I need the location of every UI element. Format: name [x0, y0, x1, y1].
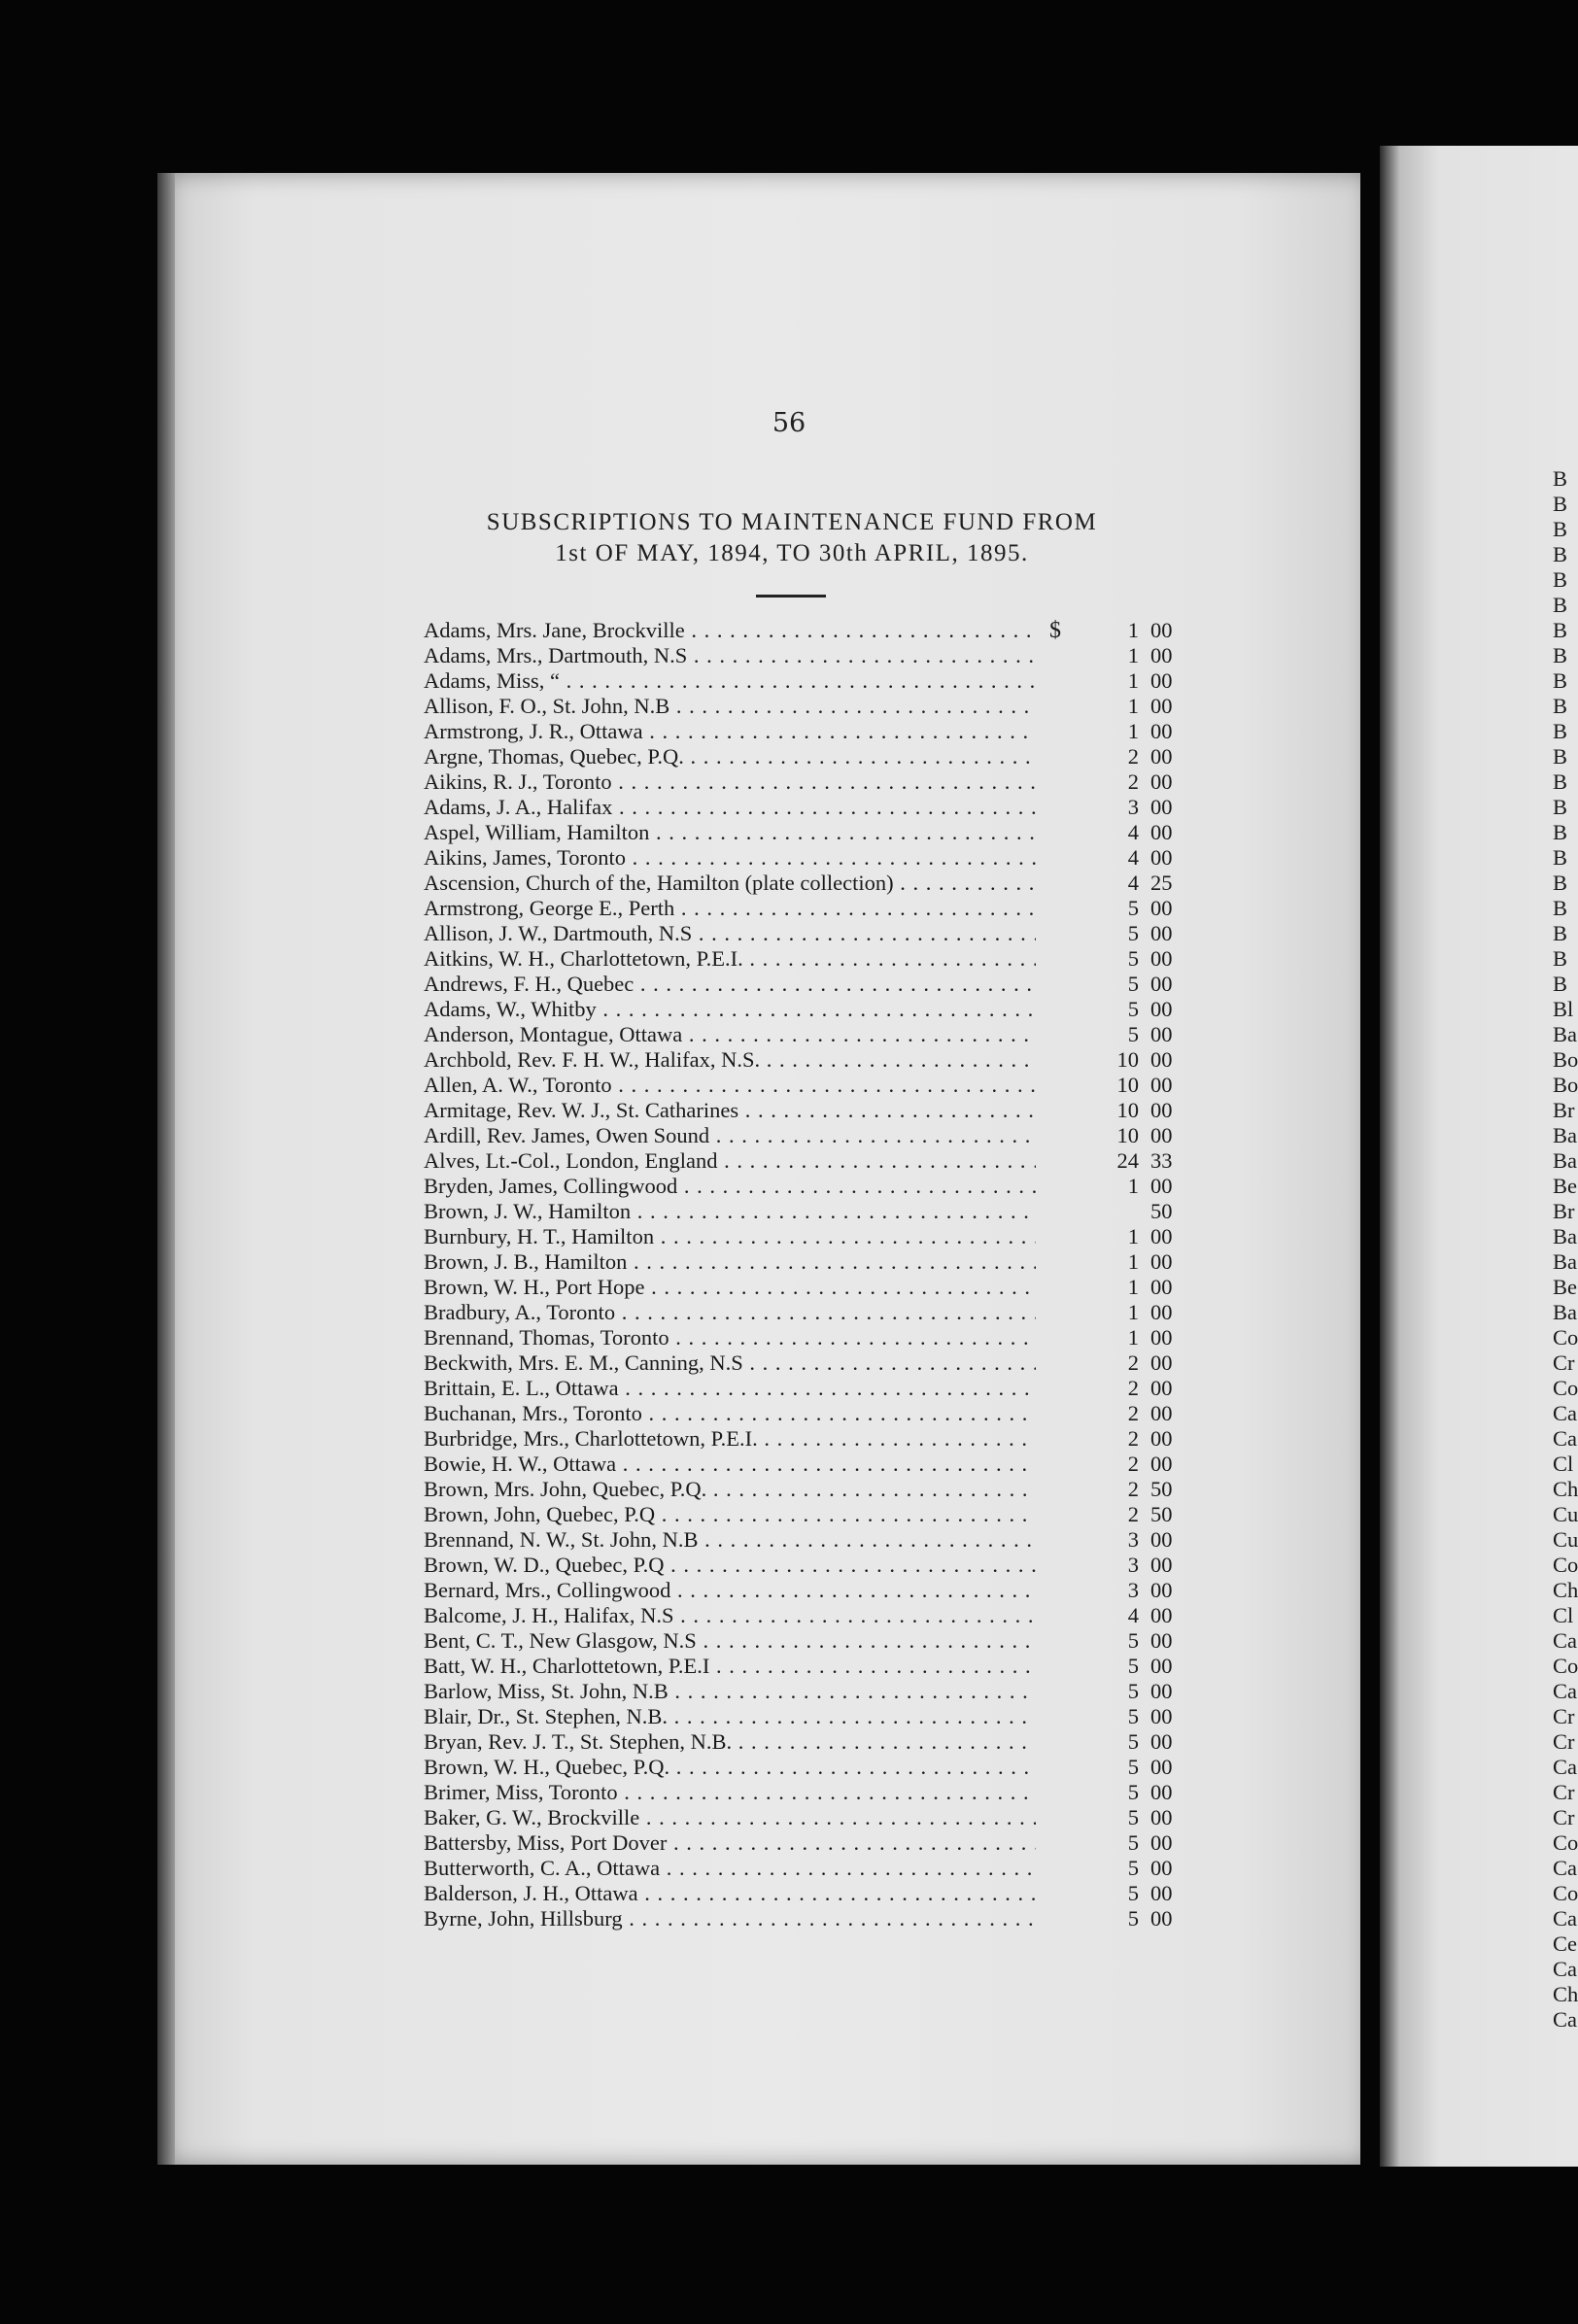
facing-page-fragment: B [1553, 795, 1568, 819]
amount-dollars: 1 [1127, 1325, 1139, 1350]
amount-cents: 00 [1150, 820, 1173, 844]
amount-dollars: 5 [1127, 972, 1139, 996]
facing-page-fragment: B [1553, 542, 1568, 566]
subscriber-name: Byrne, John, Hillsburg . . . [424, 1906, 1036, 1931]
subscriber-name: Burnbury, H. T., Hamilton . . . [424, 1224, 1036, 1249]
amount-dollars: 1 [1127, 1174, 1139, 1198]
subscriber-name: Adams, Mrs. Jane, Brockville . . . [424, 618, 1036, 643]
facing-page-fragment: Ca [1553, 1628, 1577, 1653]
list-item [424, 1755, 1191, 1780]
list-item [424, 820, 1191, 845]
list-item [424, 1148, 1191, 1174]
amount-cents: 50 [1150, 1199, 1173, 1223]
subscriber-name: Brown, J. B., Hamilton . . . [424, 1249, 1036, 1275]
list-item [424, 1073, 1191, 1098]
amount-cents: 00 [1150, 1123, 1173, 1147]
facing-page-fragment: B [1553, 921, 1568, 945]
facing-page-fragment: Bo [1553, 1073, 1578, 1097]
amount-dollars: 2 [1127, 744, 1139, 769]
facing-page-fragment: Bo [1553, 1047, 1578, 1072]
amount-dollars: 5 [1127, 1022, 1139, 1046]
amount-dollars: 10 [1116, 1098, 1139, 1122]
subscriber-name: Argne, Thomas, Quebec, P.Q. . . . [424, 744, 1036, 769]
facing-page-fragment: Ba [1553, 1249, 1577, 1274]
facing-page-fragment: Ba [1553, 1022, 1577, 1046]
list-item [424, 744, 1191, 769]
amount-cents: 00 [1150, 719, 1173, 743]
subscriber-name: Allison, J. W., Dartmouth, N.S . . . [424, 921, 1036, 946]
list-item [424, 1325, 1191, 1350]
amount-dollars: 5 [1127, 1704, 1139, 1728]
facing-page-column [1553, 466, 1578, 2033]
subscriber-name: Bryan, Rev. J. T., St. Stephen, N.B. . . . [424, 1729, 1036, 1755]
list-item [424, 1401, 1191, 1426]
subscriber-name: Bryden, James, Collingwood . . . [424, 1174, 1036, 1199]
list-item [424, 1022, 1191, 1047]
amount-cents: 00 [1150, 643, 1173, 667]
amount-cents: 00 [1150, 1275, 1173, 1299]
amount-cents: 00 [1150, 1805, 1173, 1829]
subscriber-name: Armstrong, George E., Perth . . . [424, 896, 1036, 921]
right-page [1380, 146, 1578, 2167]
amount-cents: 00 [1150, 1628, 1173, 1653]
facing-page-fragment: Ba [1553, 1224, 1577, 1248]
amount-cents: 00 [1150, 1704, 1173, 1728]
list-item [424, 1527, 1191, 1553]
subscriber-name: Adams, Mrs., Dartmouth, N.S . . . [424, 643, 1036, 668]
amount-cents: 00 [1150, 1654, 1173, 1678]
amount-dollars: 1 [1127, 719, 1139, 743]
facing-page-fragment: Ca [1553, 1755, 1577, 1779]
facing-page-fragment: B [1553, 466, 1568, 491]
title-line-2: 1st OF MAY, 1894, TO 30th APRIL, 1895. [555, 540, 1029, 566]
amount-cents: 00 [1150, 1780, 1173, 1804]
amount-dollars: 2 [1127, 1376, 1139, 1400]
list-item [424, 694, 1191, 719]
amount-dollars: 10 [1116, 1123, 1139, 1147]
facing-page-fragment: B [1553, 719, 1568, 743]
amount-cents: 50 [1150, 1502, 1173, 1526]
subscriber-name: Barlow, Miss, St. John, N.B . . . [424, 1679, 1036, 1704]
facing-page-fragment: Cl [1553, 1603, 1574, 1627]
subscriber-name: Burbridge, Mrs., Charlottetown, P.E.I. . . . [424, 1426, 1036, 1452]
facing-page-fragment: B [1553, 517, 1568, 541]
facing-page-fragment: Ba [1553, 1300, 1577, 1324]
subscriber-name: Bradbury, A., Toronto . . . [424, 1300, 1036, 1325]
amount-cents: 00 [1150, 744, 1173, 769]
facing-page-fragment: Ca [1553, 1426, 1577, 1451]
facing-page-fragment: B [1553, 946, 1568, 971]
list-item [424, 921, 1191, 946]
facing-page-fragment: B [1553, 643, 1568, 667]
amount-cents: 00 [1150, 1300, 1173, 1324]
list-item [424, 1502, 1191, 1527]
amount-cents: 00 [1150, 972, 1173, 996]
facing-page-fragment: Cl [1553, 1452, 1574, 1476]
list-item [424, 719, 1191, 744]
list-item [424, 769, 1191, 795]
facing-page-fragment: B [1553, 820, 1568, 844]
amount-dollars: 24 [1116, 1148, 1139, 1173]
list-item [424, 1174, 1191, 1199]
amount-cents: 00 [1150, 946, 1173, 971]
amount-dollars: 5 [1127, 1679, 1139, 1703]
amount-dollars: 5 [1127, 1906, 1139, 1931]
subscriber-name: Bent, C. T., New Glasgow, N.S . . . [424, 1628, 1036, 1654]
amount-dollars: 1 [1127, 1224, 1139, 1248]
amount-cents: 00 [1150, 1022, 1173, 1046]
amount-cents: 00 [1150, 1376, 1173, 1400]
amount-dollars: 3 [1127, 1578, 1139, 1602]
subscriber-name: Andrews, F. H., Quebec . . . [424, 972, 1036, 997]
amount-dollars: 4 [1127, 820, 1139, 844]
list-item [424, 1224, 1191, 1249]
facing-page-fragment: Br [1553, 1098, 1575, 1122]
list-item [424, 1199, 1191, 1224]
list-item [424, 1805, 1191, 1830]
list-item [424, 1452, 1191, 1477]
facing-page-fragment: B [1553, 567, 1568, 592]
amount-dollars: 1 [1127, 1300, 1139, 1324]
subscriber-name: Balcome, J. H., Halifax, N.S . . . [424, 1603, 1036, 1628]
list-item [424, 946, 1191, 972]
list-item [424, 997, 1191, 1022]
facing-page-fragment: Ca [1553, 2007, 1577, 2032]
list-item [424, 618, 1191, 643]
facing-page-fragment: B [1553, 896, 1568, 920]
subscriber-name: Brown, John, Quebec, P.Q . . . [424, 1502, 1036, 1527]
list-item [424, 1603, 1191, 1628]
amount-dollars: 5 [1127, 1755, 1139, 1779]
amount-cents: 00 [1150, 896, 1173, 920]
amount-cents: 00 [1150, 1679, 1173, 1703]
facing-page-fragment: B [1553, 668, 1568, 693]
list-item [424, 1098, 1191, 1123]
amount-dollars: 2 [1127, 1502, 1139, 1526]
amount-cents: 00 [1150, 1830, 1173, 1855]
amount-cents: 00 [1150, 1098, 1173, 1122]
subscriber-name: Brown, J. W., Hamilton . . . [424, 1199, 1036, 1224]
subscriber-name: Armitage, Rev. W. J., St. Catharines . . . [424, 1098, 1036, 1123]
list-item [424, 643, 1191, 668]
title-divider [756, 595, 826, 598]
facing-page-fragment: B [1553, 492, 1568, 516]
list-item [424, 1047, 1191, 1073]
amount-dollars: 1 [1127, 1275, 1139, 1299]
facing-page-fragment: B [1553, 618, 1568, 642]
list-item [424, 871, 1191, 896]
facing-page-fragment: Cr [1553, 1729, 1575, 1754]
facing-page-fragment: Cr [1553, 1350, 1575, 1375]
facing-page-fragment: Cu [1553, 1502, 1578, 1526]
facing-page-fragment: Co [1553, 1325, 1578, 1350]
subscriber-name: Battersby, Miss, Port Dover . . . [424, 1830, 1036, 1856]
subscriber-name: Brown, Mrs. John, Quebec, P.Q. . . . [424, 1477, 1036, 1502]
currency-symbol: $ [1049, 618, 1061, 643]
facing-page-fragment: Cr [1553, 1805, 1575, 1829]
amount-dollars: 5 [1127, 997, 1139, 1021]
amount-dollars: 5 [1127, 946, 1139, 971]
list-item [424, 896, 1191, 921]
amount-cents: 00 [1150, 1729, 1173, 1754]
amount-cents: 00 [1150, 769, 1173, 794]
amount-dollars: 10 [1116, 1073, 1139, 1097]
amount-dollars: 3 [1127, 1553, 1139, 1577]
subscriber-name: Ardill, Rev. James, Owen Sound . . . [424, 1123, 1036, 1148]
amount-cents: 00 [1150, 1881, 1173, 1905]
subscriber-name: Bernard, Mrs., Collingwood . . . [424, 1578, 1036, 1603]
facing-page-fragment: Co [1553, 1654, 1578, 1678]
subscriber-name: Brown, W. H., Quebec, P.Q. . . . [424, 1755, 1036, 1780]
amount-cents: 00 [1150, 845, 1173, 870]
amount-cents: 00 [1150, 1224, 1173, 1248]
amount-dollars: 5 [1127, 896, 1139, 920]
subscriber-name: Bowie, H. W., Ottawa . . . [424, 1452, 1036, 1477]
subscriber-name: Blair, Dr., St. Stephen, N.B. . . . [424, 1704, 1036, 1729]
facing-page-fragment: Ca [1553, 1856, 1577, 1880]
amount-dollars: 10 [1116, 1047, 1139, 1072]
facing-page-fragment: Cr [1553, 1704, 1575, 1728]
subscriber-name: Anderson, Montague, Ottawa . . . [424, 1022, 1036, 1047]
list-item [424, 1856, 1191, 1881]
amount-cents: 00 [1150, 1426, 1173, 1451]
list-item [424, 1426, 1191, 1452]
facing-page-fragment: Be [1553, 1275, 1577, 1299]
amount-cents: 00 [1150, 668, 1173, 693]
list-item [424, 1881, 1191, 1906]
amount-dollars: 4 [1127, 845, 1139, 870]
amount-cents: 00 [1150, 1325, 1173, 1350]
amount-dollars: 1 [1127, 643, 1139, 667]
subscriber-name: Aikins, James, Toronto . . . [424, 845, 1036, 871]
subscriber-name: Brown, W. D., Quebec, P.Q . . . [424, 1553, 1036, 1578]
list-item [424, 1275, 1191, 1300]
facing-page-fragment: Ch [1553, 1477, 1578, 1501]
amount-cents: 00 [1150, 1603, 1173, 1627]
amount-cents: 00 [1150, 1906, 1173, 1931]
facing-page-fragment: Br [1553, 1199, 1575, 1223]
facing-page-fragment: Ba [1553, 1148, 1577, 1173]
amount-cents: 00 [1150, 1047, 1173, 1072]
amount-dollars: 4 [1127, 871, 1139, 895]
list-item [424, 1350, 1191, 1376]
list-item [424, 845, 1191, 871]
facing-page-fragment: B [1553, 593, 1568, 617]
amount-cents: 00 [1150, 997, 1173, 1021]
amount-cents: 00 [1150, 1350, 1173, 1375]
amount-dollars: 5 [1127, 1780, 1139, 1804]
list-item [424, 1123, 1191, 1148]
facing-page-fragment: Ca [1553, 1679, 1577, 1703]
subscriber-name: Aitkins, W. H., Charlottetown, P.E.I. . . . [424, 946, 1036, 972]
subscriber-name: Brown, W. H., Port Hope . . . [424, 1275, 1036, 1300]
amount-dollars: 4 [1127, 1603, 1139, 1627]
facing-page-fragment: Ch [1553, 1982, 1578, 2006]
list-item [424, 1300, 1191, 1325]
list-item [424, 1906, 1191, 1931]
subscriber-name: Baker, G. W., Brockville . . . [424, 1805, 1036, 1830]
facing-page-fragment: Cr [1553, 1780, 1575, 1804]
subscriber-name: Beckwith, Mrs. E. M., Canning, N.S . . . [424, 1350, 1036, 1376]
amount-cents: 00 [1150, 1401, 1173, 1425]
facing-page-fragment: Ba [1553, 1123, 1577, 1147]
facing-page-fragment: Ce [1553, 1931, 1577, 1956]
amount-dollars: 2 [1127, 1401, 1139, 1425]
facing-page-fragment: B [1553, 871, 1568, 895]
facing-page-fragment: Co [1553, 1830, 1578, 1855]
amount-cents: 00 [1150, 1578, 1173, 1602]
amount-dollars: 5 [1127, 1654, 1139, 1678]
amount-dollars: 2 [1127, 1426, 1139, 1451]
facing-page-fragment: Ca [1553, 1906, 1577, 1931]
list-item [424, 668, 1191, 694]
amount-cents: 00 [1150, 1527, 1173, 1552]
amount-dollars: 5 [1127, 1628, 1139, 1653]
subscriber-name: Brennand, Thomas, Toronto . . . [424, 1325, 1036, 1350]
list-item [424, 1780, 1191, 1805]
subscriber-name: Alves, Lt.-Col., London, England . . . [424, 1148, 1036, 1174]
subscriber-name: Armstrong, J. R., Ottawa . . . [424, 719, 1036, 744]
list-item [424, 1830, 1191, 1856]
list-item [424, 1628, 1191, 1654]
amount-cents: 00 [1150, 694, 1173, 718]
list-item [424, 1553, 1191, 1578]
amount-dollars: 5 [1127, 1856, 1139, 1880]
subscriber-name: Balderson, J. H., Ottawa . . . [424, 1881, 1036, 1906]
subscriber-name: Allen, A. W., Toronto . . . [424, 1073, 1036, 1098]
amount-dollars: 5 [1127, 1805, 1139, 1829]
amount-cents: 50 [1150, 1477, 1173, 1501]
subscriber-name: Adams, Miss, “ . . . [424, 668, 1036, 694]
subscriber-name: Brennand, N. W., St. John, N.B . . . [424, 1527, 1036, 1553]
list-item [424, 1477, 1191, 1502]
amount-dollars: 1 [1127, 618, 1139, 642]
list-item [424, 1679, 1191, 1704]
facing-page-fragment: B [1553, 769, 1568, 794]
subscriber-name: Brimer, Miss, Toronto . . . [424, 1780, 1036, 1805]
list-item [424, 1578, 1191, 1603]
amount-cents: 00 [1150, 1249, 1173, 1274]
amount-cents: 00 [1150, 795, 1173, 819]
amount-cents: 00 [1150, 1553, 1173, 1577]
list-item [424, 1376, 1191, 1401]
amount-dollars: 5 [1127, 921, 1139, 945]
amount-cents: 33 [1150, 1148, 1173, 1173]
subscriber-name: Archbold, Rev. F. H. W., Halifax, N.S. . . . [424, 1047, 1036, 1073]
facing-page-fragment: B [1553, 972, 1568, 996]
subscriber-name: Adams, W., Whitby . . . [424, 997, 1036, 1022]
subscriber-name: Batt, W. H., Charlottetown, P.E.I . . . [424, 1654, 1036, 1679]
facing-page-fragment: B [1553, 845, 1568, 870]
subscriber-name: Ascension, Church of the, Hamilton (plate collection) . . . [424, 871, 1036, 896]
facing-page-fragment: Bl [1553, 997, 1574, 1021]
facing-page-fragment: Co [1553, 1553, 1578, 1577]
list-item [424, 1654, 1191, 1679]
page-title [408, 507, 1176, 569]
amount-cents: 00 [1150, 1073, 1173, 1097]
amount-dollars: 3 [1127, 795, 1139, 819]
list-item [424, 1729, 1191, 1755]
amount-cents: 00 [1150, 921, 1173, 945]
amount-dollars: 1 [1127, 694, 1139, 718]
amount-cents: 00 [1150, 618, 1173, 642]
facing-page-fragment: B [1553, 744, 1568, 769]
facing-page-fragment: Ca [1553, 1957, 1577, 1981]
amount-dollars: 3 [1127, 1527, 1139, 1552]
subscriber-name: Buchanan, Mrs., Toronto . . . [424, 1401, 1036, 1426]
amount-cents: 00 [1150, 1856, 1173, 1880]
list-item [424, 972, 1191, 997]
amount-cents: 00 [1150, 1452, 1173, 1476]
subscriber-name: Allison, F. O., St. John, N.B . . . [424, 694, 1036, 719]
amount-dollars: 5 [1127, 1881, 1139, 1905]
amount-dollars: 2 [1127, 769, 1139, 794]
facing-page-fragment: B [1553, 694, 1568, 718]
subscription-list [424, 618, 1191, 1931]
subscriber-name: Butterworth, C. A., Ottawa . . . [424, 1856, 1036, 1881]
facing-page-fragment: Ch [1553, 1578, 1578, 1602]
amount-cents: 25 [1150, 871, 1173, 895]
list-item [424, 1704, 1191, 1729]
subscriber-name: Adams, J. A., Halifax . . . [424, 795, 1036, 820]
subscriber-name: Aikins, R. J., Toronto . . . [424, 769, 1036, 795]
amount-dollars: 5 [1127, 1830, 1139, 1855]
list-item [424, 1249, 1191, 1275]
subscriber-name: Aspel, William, Hamilton . . . [424, 820, 1036, 845]
amount-dollars: 1 [1127, 668, 1139, 693]
amount-dollars: 5 [1127, 1729, 1139, 1754]
facing-page-fragment: Be [1553, 1174, 1577, 1198]
facing-page-fragment: Cu [1553, 1527, 1578, 1552]
amount-dollars: 2 [1127, 1477, 1139, 1501]
facing-page-fragment: Co [1553, 1881, 1578, 1905]
amount-cents: 00 [1150, 1174, 1173, 1198]
list-item [424, 795, 1191, 820]
subscriber-name: Brittain, E. L., Ottawa . . . [424, 1376, 1036, 1401]
amount-dollars: 2 [1127, 1452, 1139, 1476]
amount-dollars: 1 [1127, 1249, 1139, 1274]
facing-page-fragment: Co [1553, 1376, 1578, 1400]
title-line-1: SUBSCRIPTIONS TO MAINTENANCE FUND FROM [486, 509, 1098, 535]
amount-cents: 00 [1150, 1755, 1173, 1779]
facing-page-fragment: Ca [1553, 1401, 1577, 1425]
page-number: 56 [772, 408, 806, 438]
amount-dollars: 2 [1127, 1350, 1139, 1375]
